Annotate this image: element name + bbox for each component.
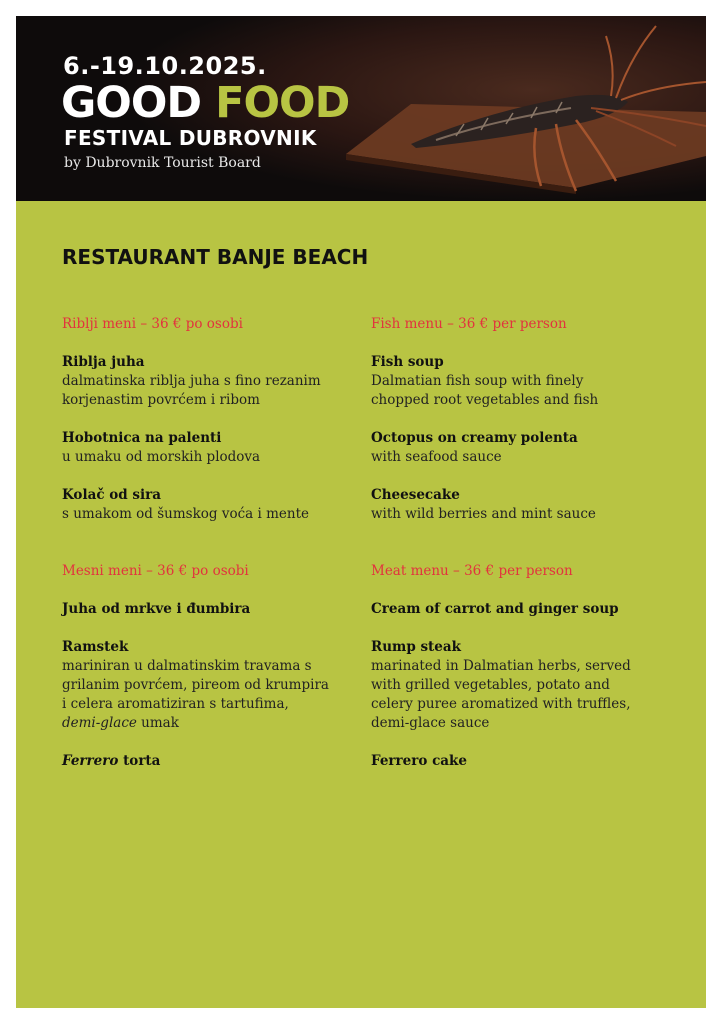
dessert-tail: torta <box>118 753 161 769</box>
dish-desc: dalmatinska riblja juha s fino rezanim <box>62 373 321 389</box>
dish-item <box>371 429 671 467</box>
byline: by Dubrovnik Tourist Board <box>64 155 261 171</box>
english-column <box>371 315 671 771</box>
festival-dates: 6.-19.10.2025. <box>63 52 267 80</box>
dish-desc: u umaku od morskih plodova <box>62 449 261 465</box>
dish-desc: s umakom od šumskog voća i mente <box>62 506 309 522</box>
croatian-column <box>62 315 362 771</box>
dish-name: Octopus on creamy polenta <box>371 430 578 446</box>
meat-menu-heading-hr: Mesni meni – 36 € po osobi <box>62 563 249 579</box>
restaurant-name: RESTAURANT BANJE BEACH <box>62 245 369 269</box>
dish-desc: demi-glace sauce <box>371 715 490 731</box>
festival-title <box>61 78 349 128</box>
dish-item <box>62 429 362 467</box>
dish-desc: mariniran u dalmatinskim travama s <box>62 658 312 674</box>
dish-desc-line <box>62 714 362 733</box>
dish-desc: grilanim povrćem, pireom od krumpira <box>62 677 329 693</box>
dish-desc: with grilled vegetables, potato and <box>371 677 610 693</box>
dish-desc: Dalmatian fish soup with finely <box>371 373 584 389</box>
title-good: GOOD <box>61 78 202 128</box>
dish-desc: i celera aromatiziran s tartufima, <box>62 696 289 712</box>
title-food: FOOD <box>215 78 350 128</box>
desc-tail: umak <box>136 715 179 731</box>
soup-name-hr: Juha od mrkve i đumbira <box>62 601 251 617</box>
fish-menu-heading-en: Fish menu – 36 € per person <box>371 316 567 332</box>
dessert-name-hr <box>62 752 362 771</box>
dish-item <box>62 353 362 410</box>
dish-name: Hobotnica na palenti <box>62 430 222 446</box>
festival-subtitle: FESTIVAL DUBROVNIK <box>64 126 317 150</box>
dish-desc: with wild berries and mint sauce <box>371 506 596 522</box>
dish-desc: with seafood sauce <box>371 449 502 465</box>
dish-name: Cheesecake <box>371 487 460 503</box>
soup-name-en: Cream of carrot and ginger soup <box>371 601 619 617</box>
dish-name: Kolač od sira <box>62 487 161 503</box>
dish-desc: chopped root vegetables and fish <box>371 392 599 408</box>
dish-item <box>371 353 671 410</box>
dish-item <box>62 486 362 524</box>
dish-item <box>371 638 671 733</box>
dish-name: Riblja juha <box>62 354 145 370</box>
dish-item <box>371 486 671 524</box>
dish-desc: korjenastim povrćem i ribom <box>62 392 260 408</box>
dish-name: Ramstek <box>62 639 129 655</box>
dish-desc: celery puree aromatized with truffles, <box>371 696 631 712</box>
dish-name: Rump steak <box>371 639 461 655</box>
dish-name: Fish soup <box>371 354 444 370</box>
dish-item <box>62 638 362 733</box>
header-banner <box>16 16 706 201</box>
italic-term: Ferrero <box>62 753 119 769</box>
fish-menu-heading-hr: Riblji meni – 36 € po osobi <box>62 316 243 332</box>
dish-desc: marinated in Dalmatian herbs, served <box>371 658 631 674</box>
dessert-name-en: Ferrero cake <box>371 753 467 769</box>
italic-term: demi-glace <box>62 715 137 731</box>
meat-menu-heading-en: Meat menu – 36 € per person <box>371 563 573 579</box>
menu-panel <box>16 201 706 1008</box>
